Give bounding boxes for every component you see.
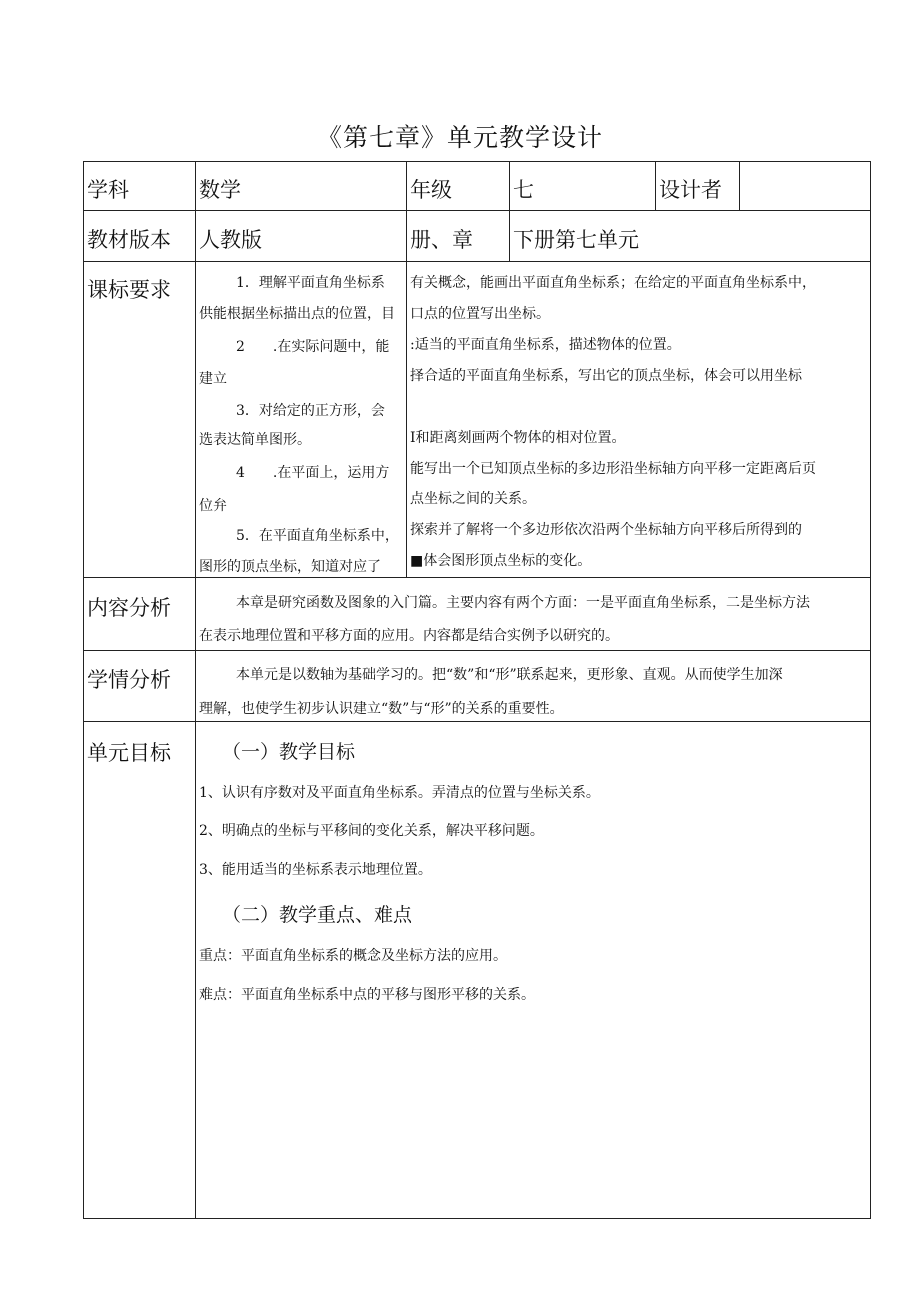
curriculum-left-line: 1．理解平面直角坐标系 bbox=[236, 275, 385, 291]
curriculum-right-line: 探索并了解将一个多边形依次沿两个坐标轴方向平移后所得到的 bbox=[410, 522, 802, 538]
curriculum-left-line: 2 .在实际问题中，能 bbox=[236, 339, 390, 355]
curriculum-left-line: 供能根据坐标描出点的位置，目 bbox=[199, 306, 395, 322]
curriculum-right-line: ■体会图形顶点坐标的变化。 bbox=[410, 553, 592, 569]
teaching-goals-heading: （一）教学目标 bbox=[222, 741, 356, 763]
difficulty-text: 难点：平面直角坐标系中点的平移与图形平移的关系。 bbox=[199, 987, 535, 1003]
column-divider bbox=[406, 161, 407, 578]
content-analysis-label: 内容分析 bbox=[87, 596, 171, 620]
curriculum-left-line: 5．在平面直角坐标系中， bbox=[236, 528, 399, 544]
table-border-top bbox=[83, 161, 871, 162]
curriculum-left-line: 图形的顶点坐标，知道对应了 bbox=[199, 559, 381, 575]
column-divider bbox=[655, 161, 656, 211]
curriculum-right-line: 择合适的平面直角坐标系，写出它的顶点坐标，体会可以用坐标 bbox=[410, 368, 802, 384]
curriculum-right-line: 有关概念，能画出平面直角坐标系；在给定的平面直角坐标系中， bbox=[410, 275, 816, 291]
table-border-bottom bbox=[83, 1218, 871, 1219]
goal-item: 2、明确点的坐标与平移间的变化关系，解决平移问题。 bbox=[199, 823, 544, 839]
key-points-heading: （二）教学重点、难点 bbox=[222, 904, 413, 926]
volume-value: 下册第七单元 bbox=[513, 228, 639, 252]
row-divider bbox=[83, 577, 871, 578]
row-divider bbox=[83, 261, 871, 262]
content-analysis-text: 在表示地理位置和平移方面的应用。内容都是结合实例予以研究的。 bbox=[199, 628, 619, 644]
curriculum-left-line: 建立 bbox=[199, 371, 227, 387]
curriculum-left-line: 4 .在平面上，运用方 bbox=[236, 465, 390, 481]
curriculum-right-line: 点坐标之间的关系。 bbox=[410, 491, 536, 507]
table-border-left bbox=[83, 161, 84, 1219]
subject-value: 数学 bbox=[199, 178, 241, 202]
curriculum-right-line: 能写出一个已知顶点坐标的多边形沿坐标轴方向平移一定距离后页 bbox=[410, 461, 816, 477]
subject-label: 学科 bbox=[87, 178, 129, 202]
student-analysis-label: 学情分析 bbox=[87, 668, 171, 692]
content-analysis-text: 本章是研究函数及图象的入门篇。主要内容有两个方面：一是平面直角坐标系，二是坐标方法 bbox=[236, 595, 810, 611]
curriculum-label: 课标要求 bbox=[87, 278, 171, 302]
curriculum-left-line: 位弁 bbox=[199, 498, 227, 514]
volume-label: 册、章 bbox=[410, 228, 473, 252]
page-title: 《第七章》单元教学设计 bbox=[316, 123, 603, 152]
goal-item: 3、能用适当的坐标系表示地理位置。 bbox=[199, 862, 432, 878]
row-divider bbox=[83, 650, 871, 651]
curriculum-right-line: 口点的位置写出坐标。 bbox=[410, 306, 550, 322]
table-border-right bbox=[870, 161, 871, 1219]
grade-label: 年级 bbox=[410, 178, 452, 202]
column-divider bbox=[195, 161, 196, 1219]
row-divider bbox=[83, 721, 871, 722]
curriculum-left-line: 选表达简单图形。 bbox=[199, 432, 311, 448]
edition-label: 教材版本 bbox=[87, 228, 171, 252]
row-divider bbox=[83, 210, 871, 211]
unit-goals-label: 单元目标 bbox=[87, 741, 171, 765]
student-analysis-text: 本单元是以数轴为基础学习的。把“数”和“形”联系起来，更形象、直观。从而使学生加深 bbox=[236, 667, 783, 683]
grade-value: 七 bbox=[513, 178, 534, 202]
curriculum-left-line: 3．对给定的正方形，会 bbox=[236, 403, 385, 419]
column-divider bbox=[509, 161, 510, 262]
curriculum-right-line: :适当的平面直角坐标系，描述物体的位置。 bbox=[410, 337, 681, 353]
edition-value: 人教版 bbox=[199, 228, 262, 252]
curriculum-right-line: I和距离刻画两个物体的相对位置。 bbox=[410, 430, 626, 446]
column-divider bbox=[739, 161, 740, 211]
student-analysis-text: 理解，也使学生初步认识建立“数”与“形”的关系的重要性。 bbox=[199, 701, 564, 717]
designer-label: 设计者 bbox=[659, 178, 722, 202]
goal-item: 1、认识有序数对及平面直角坐标系。弄清点的位置与坐标关系。 bbox=[199, 785, 600, 801]
key-point-text: 重点：平面直角坐标系的概念及坐标方法的应用。 bbox=[199, 948, 507, 964]
